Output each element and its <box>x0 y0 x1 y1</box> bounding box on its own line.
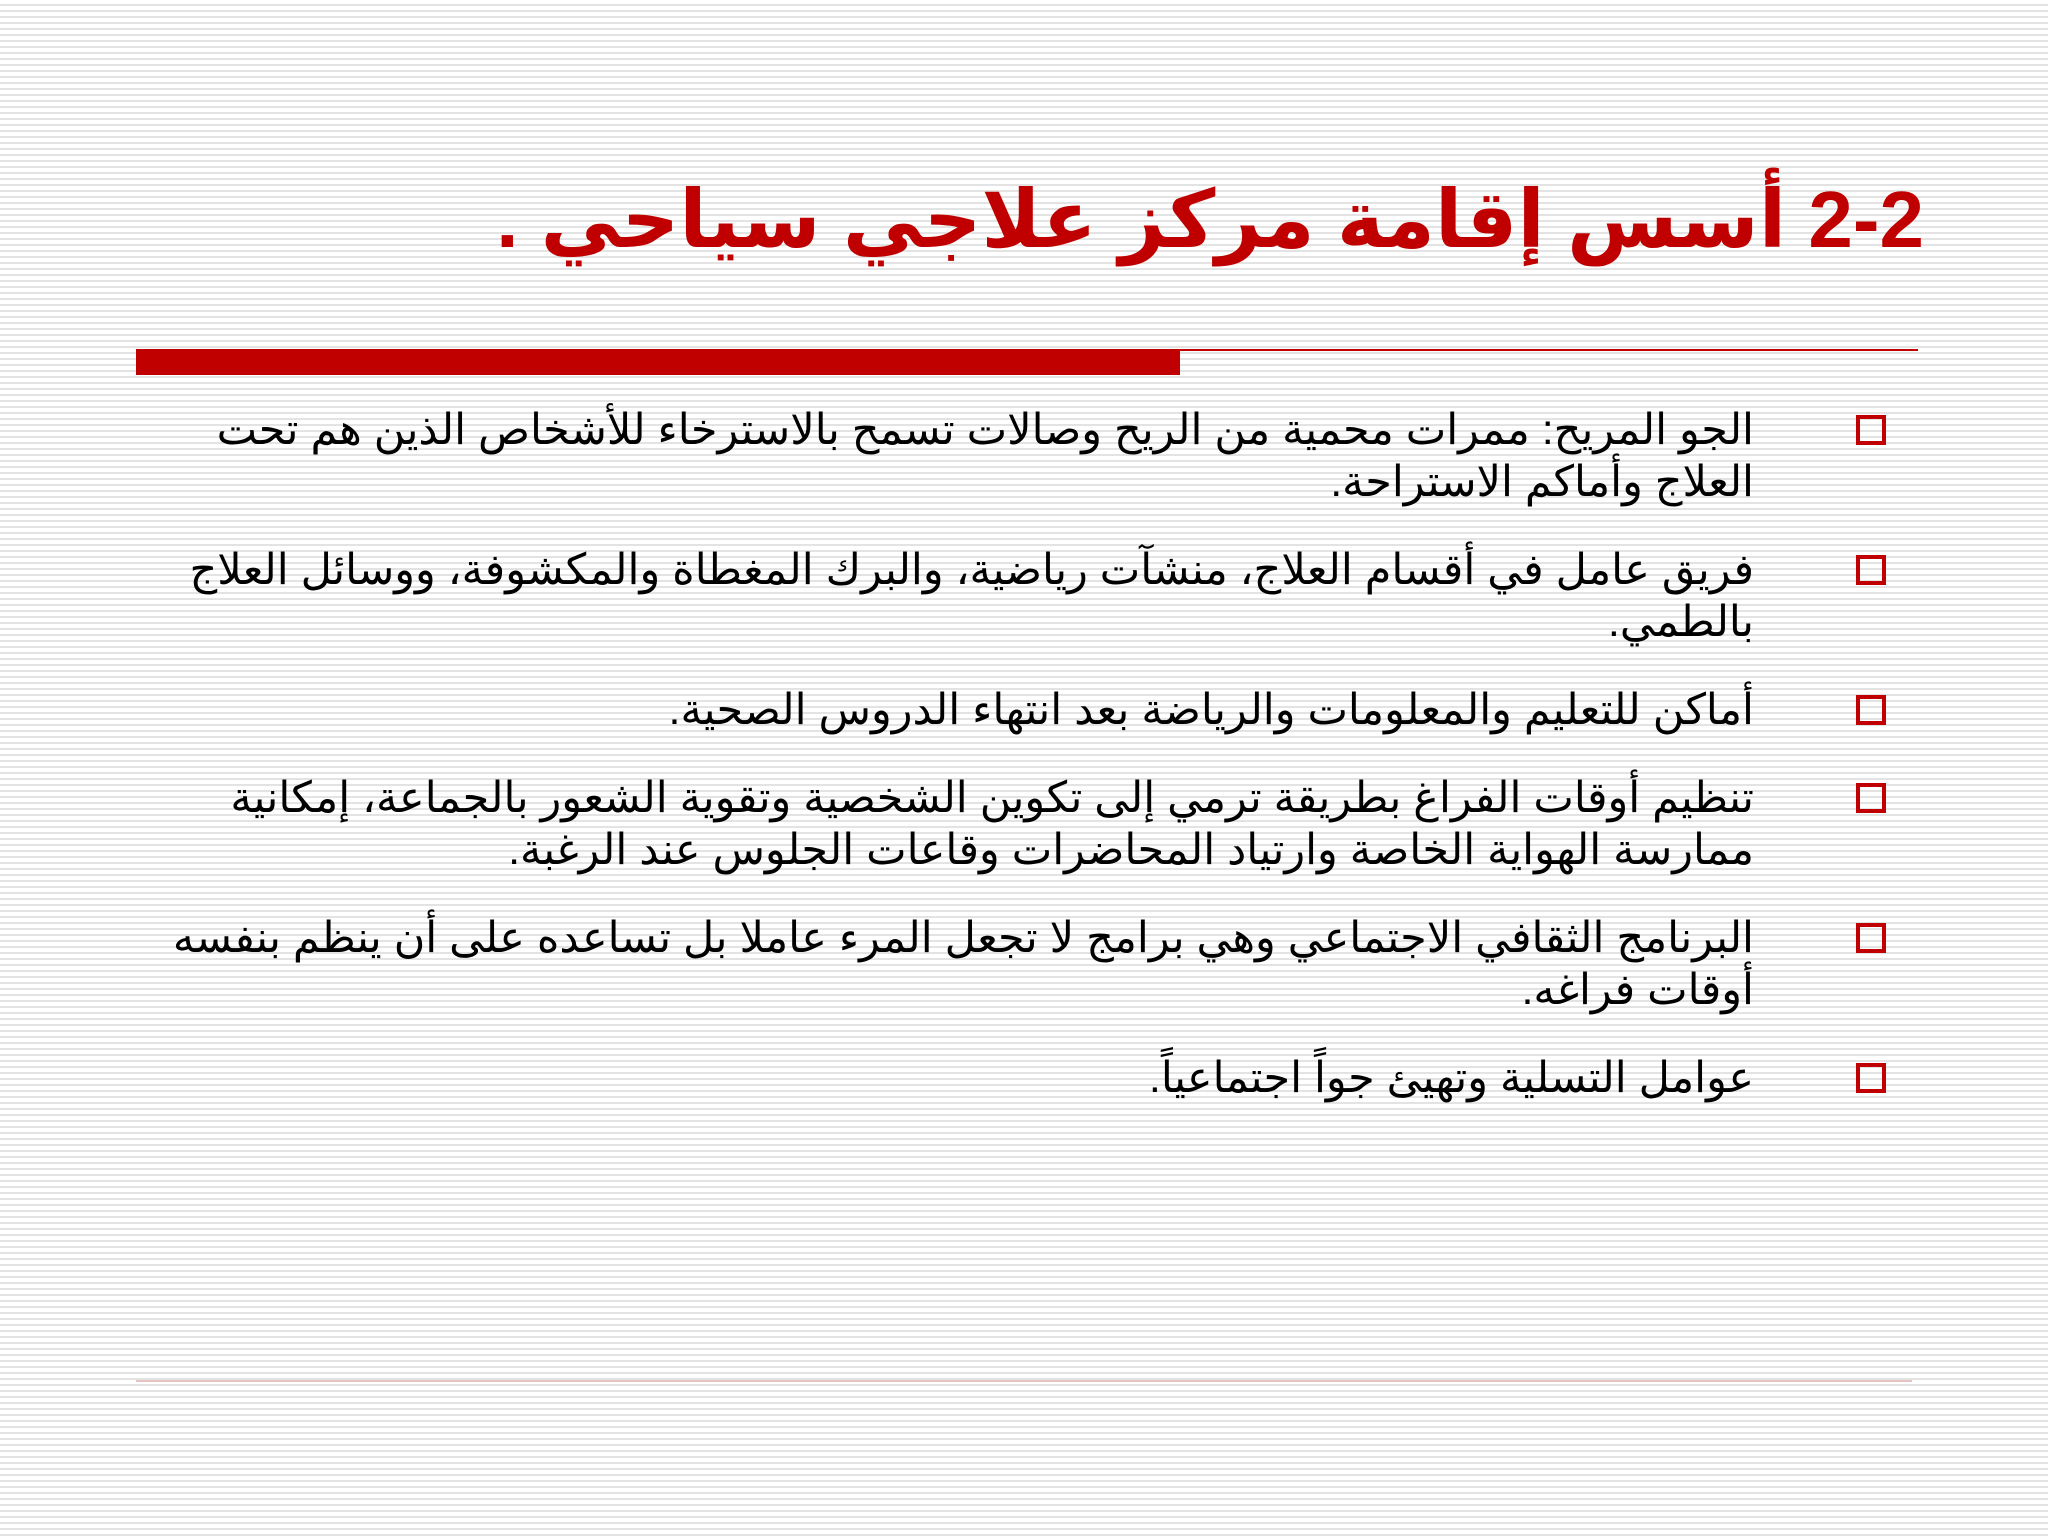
bullet-item-3 <box>138 684 1898 736</box>
hollow-square-icon <box>1856 783 1886 813</box>
bullet-item-6 <box>138 1052 1898 1104</box>
slide-title: 2-2 أسس إقامة مركز علاجي سياحي . <box>496 175 1924 264</box>
hollow-square-icon <box>1856 555 1886 585</box>
bullet-list <box>138 404 1898 1140</box>
bullet-text: عوامل التسلية وتهيئ جواً اجتماعياً. <box>1148 1054 1754 1102</box>
footer-divider <box>136 1380 1912 1382</box>
hollow-square-icon <box>1856 695 1886 725</box>
bullet-text: أماكن للتعليم والمعلومات والرياضة بعد انتهاء الدروس الصحية. <box>668 686 1754 734</box>
bullet-text: فريق عامل في أقسام العلاج، منشآت رياضية، والبرك المغطاة والمكشوفة، ووسائل العلاج بالطمي. <box>189 546 1754 646</box>
title-underline-bar <box>136 351 1180 375</box>
bullet-text: تنظيم أوقات الفراغ بطريقة ترمي إلى تكوين الشخصية وتقوية الشعور بالجماعة، إمكانية ممارسة الهواية الخاصة وارتياد المحاضرات وقاعات الجلوس عند الرغبة. <box>230 774 1754 874</box>
bullet-item-2 <box>138 544 1898 648</box>
bullet-item-4 <box>138 772 1898 876</box>
hollow-square-icon <box>1856 415 1886 445</box>
hollow-square-icon <box>1856 923 1886 953</box>
bullet-item-5 <box>138 912 1898 1016</box>
hollow-square-icon <box>1856 1063 1886 1093</box>
bullet-item-1 <box>138 404 1898 508</box>
bullet-text: الجو المريح: ممرات محمية من الريح وصالات تسمح بالاسترخاء للأشخاص الذين هم تحت العلاج وأماكم الاستراحة. <box>216 406 1754 506</box>
bullet-text: البرنامج الثقافي الاجتماعي وهي برامج لا تجعل المرء عاملا بل تساعده على أن ينظم بنفسه أوقات فراغه. <box>172 914 1754 1014</box>
